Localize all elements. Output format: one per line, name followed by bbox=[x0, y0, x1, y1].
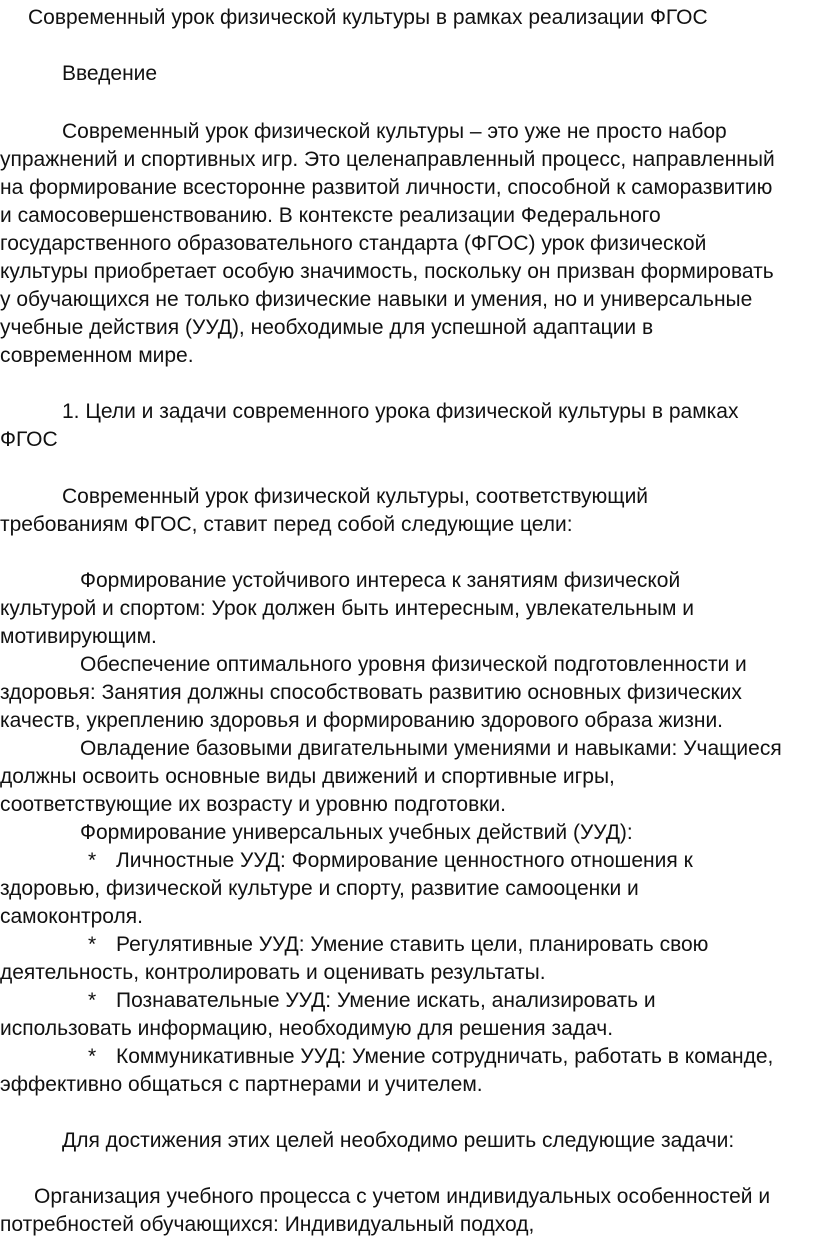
intro-line: культуры приобретает особую значимость, поскольку он призван формировать bbox=[0, 260, 774, 283]
uud-line: Познавательные УУД: Умение искать, анализировать и bbox=[116, 989, 656, 1012]
uud-line: эффективно общаться с партнерами и учителем. bbox=[0, 1073, 483, 1096]
bullet-marker: * bbox=[88, 989, 97, 1012]
intro-line: современном мире. bbox=[0, 344, 194, 367]
uud-line: здоровью, физической культуре и спорту, развитие самооценки и bbox=[0, 877, 639, 900]
goal-line: мотивирующим. bbox=[0, 625, 157, 648]
bullet-marker: * bbox=[88, 849, 97, 872]
intro-line: Современный урок физической культуры – это уже не просто набор bbox=[62, 120, 727, 143]
section-heading: 1. Цели и задачи современного урока физической культуры в рамках bbox=[62, 400, 739, 423]
uud-line: Регулятивные УУД: Умение ставить цели, планировать свою bbox=[116, 933, 709, 956]
intro-line: государственного образовательного стандарта (ФГОС) урок физической bbox=[0, 232, 707, 255]
intro-line: у обучающихся не только физические навыки и умения, но и универсальные bbox=[0, 288, 753, 311]
uud-line: деятельность, контролировать и оценивать результаты. bbox=[0, 961, 546, 984]
goals-intro-line: требованиям ФГОС, ставит перед собой следующие цели: bbox=[0, 513, 573, 536]
goal-line: Формирование устойчивого интереса к занятиям физической bbox=[80, 569, 681, 592]
section-heading: ФГОС bbox=[0, 428, 58, 451]
goal-line: должны освоить основные виды движений и спортивные игры, bbox=[0, 765, 615, 788]
intro-line: и самосовершенствованию. В контексте реализации Федерального bbox=[0, 204, 661, 227]
intro-heading: Введение bbox=[62, 62, 158, 85]
goal-line: здоровья: Занятия должны способствовать развитию основных физических bbox=[0, 681, 742, 704]
intro-line: учебные действия (УУД), необходимые для успешной адаптации в bbox=[0, 316, 654, 339]
uud-line: Личностные УУД: Формирование ценностного отношения к bbox=[116, 849, 693, 872]
tasks-intro: Для достижения этих целей необходимо решить следующие задачи: bbox=[62, 1129, 735, 1152]
goal-line: качеств, укреплению здоровья и формированию здорового образа жизни. bbox=[0, 709, 724, 732]
task-line: Организация учебного процесса с учетом индивидуальных особенностей и bbox=[34, 1185, 771, 1208]
intro-line: упражнений и спортивных игр. Это целенаправленный процесс, направленный bbox=[0, 148, 775, 171]
uud-line: Коммуникативные УУД: Умение сотрудничать, работать в команде, bbox=[116, 1045, 774, 1068]
goal-line: Овладение базовыми двигательными умениями и навыками: Учащиеся bbox=[80, 737, 782, 760]
goal-line: соответствующие их возрасту и уровню подготовки. bbox=[0, 793, 506, 816]
goal-line: Формирование универсальных учебных действий (УУД): bbox=[80, 821, 633, 844]
intro-line: на формирование всесторонне развитой личности, способной к саморазвитию bbox=[0, 176, 773, 199]
goal-line: культурой и спортом: Урок должен быть интересным, увлекательным и bbox=[0, 597, 695, 620]
task-line: потребностей обучающихся: Индивидуальный подход, bbox=[0, 1213, 535, 1236]
document-title: Современный урок физической культуры в рамках реализации ФГОС bbox=[28, 6, 708, 29]
bullet-marker: * bbox=[88, 1045, 97, 1068]
bullet-marker: * bbox=[88, 933, 97, 956]
goal-line: Обеспечение оптимального уровня физической подготовленности и bbox=[80, 653, 747, 676]
uud-line: использовать информацию, необходимую для решения задач. bbox=[0, 1017, 614, 1040]
uud-line: самоконтроля. bbox=[0, 905, 143, 928]
goals-intro-line: Современный урок физической культуры, соответствующий bbox=[62, 485, 649, 508]
